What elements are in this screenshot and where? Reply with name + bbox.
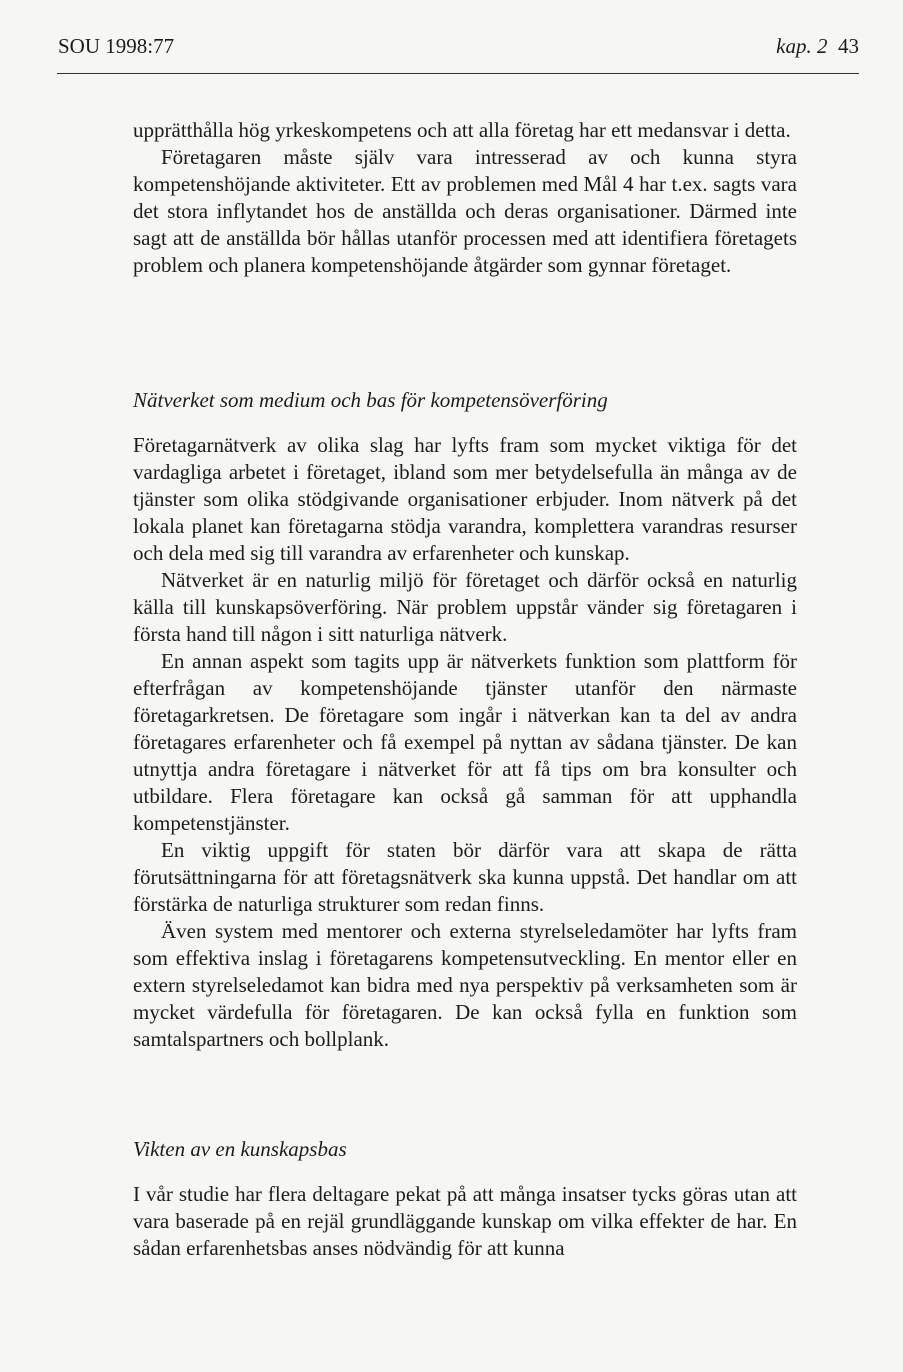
page-number: 43: [838, 34, 859, 58]
paragraph: Nätverket är en naturlig miljö för företaget och därför också en naturlig källa till kunskapsöverföring. När problem uppstår vänder sig företagaren i första hand till någon i sitt naturliga nätverk.: [133, 568, 797, 646]
paragraph: Företagarnätverk av olika slag har lyfts fram som mycket viktiga för det vardagliga arbetet i företaget, ibland som mer betydelsefulla än många av de tjänster som olika stödgivande organisationer erbjuder. Inom nätverk på det lokala planet kan företagarna stödja varandra, komplettera varandras resurser och dela med sig till varandra av erfarenheter och kunskap.: [133, 433, 797, 565]
section-heading-natverket: Nätverket som medium och bas för kompetensöverföring: [133, 388, 608, 412]
page-header: [58, 34, 859, 64]
paragraph: I vår studie har flera deltagare pekat på att många insatser tycks göras utan att vara baserade på en rejäl grundläggande kunskap om vilka effekter de har. En sådan erfarenhetsbas anses nödvändig för att kunna: [133, 1182, 797, 1260]
section-1-body: [133, 117, 797, 279]
paragraph: Företagaren måste själv vara intresserad av och kunna styra kompetenshöjande aktiviteter. Ett av problemen med Mål 4 har t.ex. sagts vara det stora inflytandet hos de anställda och deras organisationer. Därmed inte sagt att de anställda bör hållas utanför processen med att identifiera företagets problem och planera kompetenshöjande åtgärder som gynnar företaget.: [133, 145, 797, 277]
header-rule: [57, 73, 859, 74]
chapter-label: kap. 2: [776, 34, 828, 58]
page-locator: [776, 34, 859, 59]
report-reference: SOU 1998:77: [58, 34, 175, 58]
section-2-body: [133, 432, 797, 1053]
paragraph: En annan aspekt som tagits upp är nätverkets funktion som plattform för efterfrågan av kompetenshöjande tjänster utanför den närmaste företagarkretsen. De företagare som ingår i nätverkan kan ta del av andra företagares erfarenheter och få exempel på nyttan av sådana tjänster. De kan utnyttja andra företagare i nätverket för att få tips om bra konsulter och utbildare. Flera företagare kan också gå samman för att upphandla kompetenstjänster.: [133, 649, 797, 835]
section-heading-kunskapsbas: Vikten av en kunskapsbas: [133, 1137, 347, 1161]
section-3-body: [133, 1181, 797, 1262]
paragraph: upprätthålla hög yrkeskompetens och att alla företag har ett medansvar i detta.: [133, 118, 791, 142]
paragraph: En viktig uppgift för staten bör därför vara att skapa de rätta förutsättningarna för att företagsnätverk ska kunna uppstå. Det handlar om att förstärka de naturliga strukturer som redan finns.: [133, 838, 797, 916]
paragraph: Även system med mentorer och externa styrelseledamöter har lyfts fram som effektiva inslag i företagarens kompetensutveckling. En mentor eller en extern styrelseledamot kan bidra med nya perspektiv på verksamheten som är mycket värdefulla för företagaren. De kan också fylla en funktion som samtalspartners och bollplank.: [133, 919, 797, 1051]
